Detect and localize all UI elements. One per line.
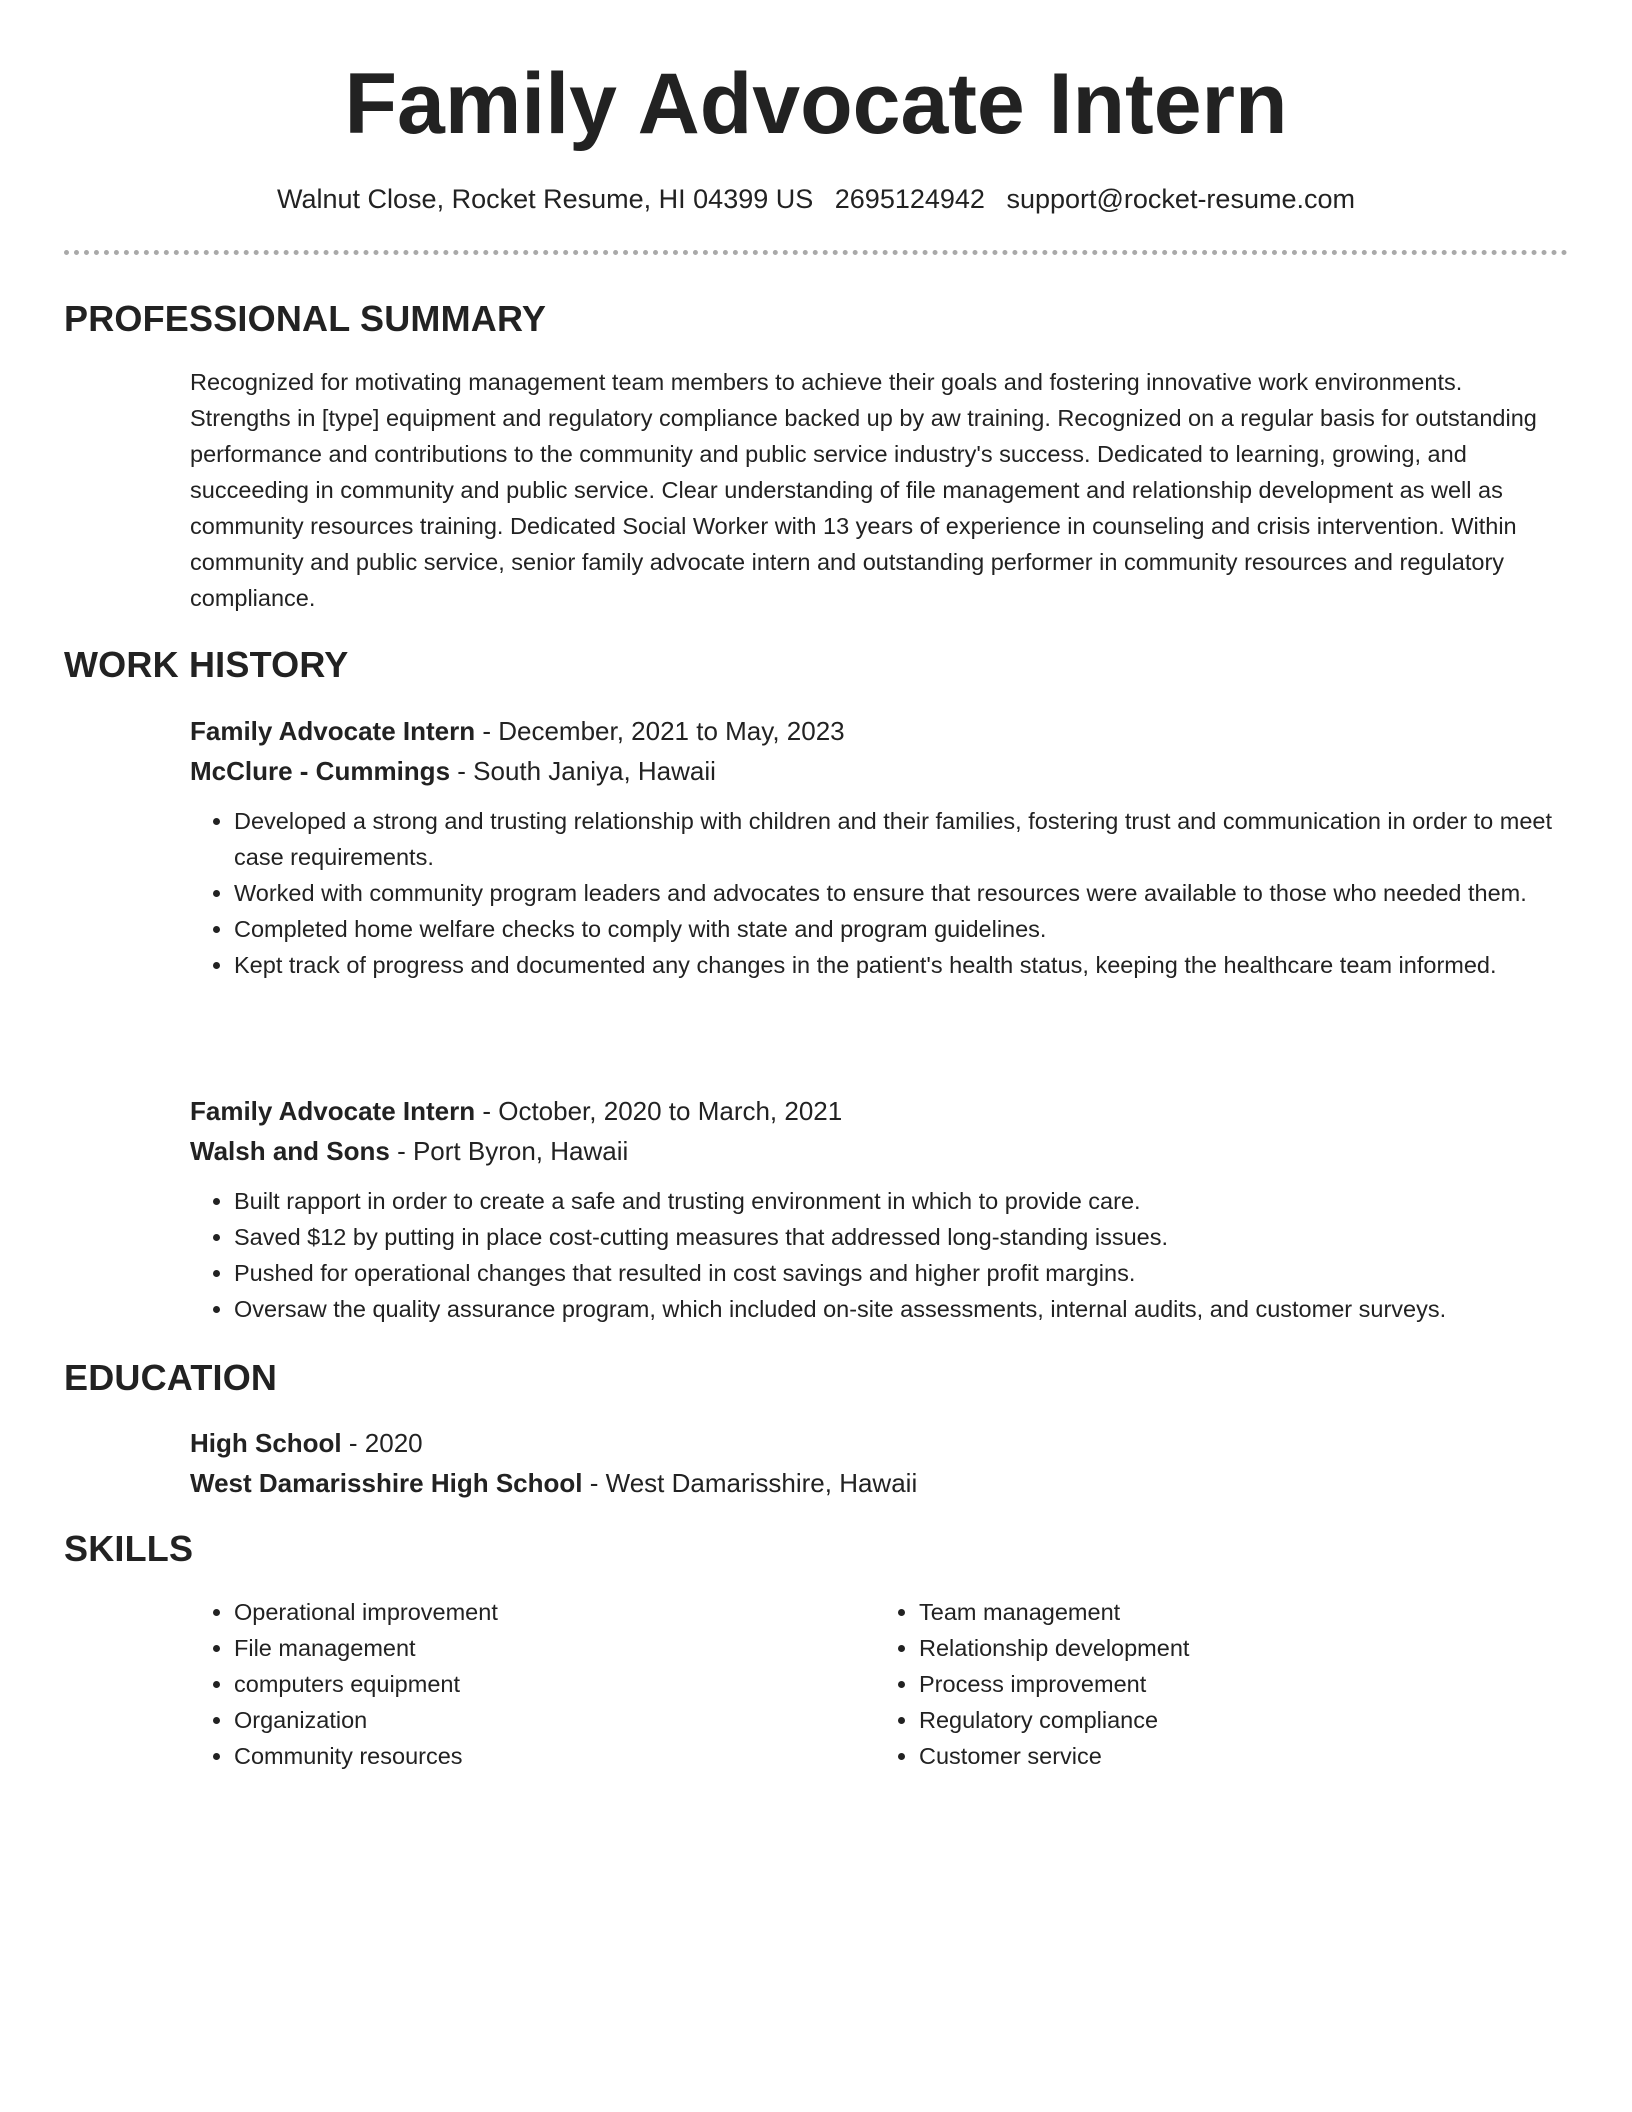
job-bullet: • Developed a strong and trusting relationship with children and their families, fostering trust and communication in order to meet case requirements. <box>234 803 1560 875</box>
summary-heading: PROFESSIONAL SUMMARY <box>64 298 547 339</box>
skills-heading: SKILLS <box>64 1528 194 1569</box>
job-bullet: • Worked with community program leaders and advocates to ensure that resources were available to those who needed them. <box>234 875 1560 911</box>
education-degree-line <box>190 1423 1560 1463</box>
job-location: - South Janiya, Hawaii <box>450 756 716 786</box>
skill-item: • Community resources <box>234 1738 875 1774</box>
education-heading: EDUCATION <box>64 1357 278 1398</box>
job-bullets <box>190 803 1560 983</box>
job-company: Walsh and Sons <box>190 1136 390 1166</box>
skills-list <box>190 1594 1560 1774</box>
skill-item: • Process improvement <box>919 1666 1560 1702</box>
skill-item: • computers equipment <box>234 1666 875 1702</box>
contact-email: support@rocket-resume.com <box>1006 184 1355 214</box>
skill-item: • File management <box>234 1630 875 1666</box>
job-entry <box>190 711 1560 983</box>
job-role: Family Advocate Intern <box>190 1096 476 1126</box>
skills-column-right <box>875 1594 1560 1774</box>
job-bullet: • Kept track of progress and documented any changes in the patient's health status, keeping the healthcare team informed. <box>234 947 1560 983</box>
work-history-heading: WORK HISTORY <box>64 644 349 685</box>
job-bullet: • Oversaw the quality assurance program, which included on-site assessments, internal audits, and customer surveys. <box>234 1291 1560 1327</box>
skill-item: • Regulatory compliance <box>919 1702 1560 1738</box>
job-company: McClure - Cummings <box>190 756 451 786</box>
job-bullet: • Completed home welfare checks to comply with state and program guidelines. <box>234 911 1560 947</box>
job-location: - Port Byron, Hawaii <box>389 1136 629 1166</box>
job-title-line <box>190 711 1560 751</box>
job-dates: - October, 2020 to March, 2021 <box>475 1096 843 1126</box>
education-degree: High School <box>190 1428 342 1458</box>
skill-item: • Customer service <box>919 1738 1560 1774</box>
job-bullet: • Saved $12 by putting in place cost-cutting measures that addressed long-standing issues. <box>234 1219 1560 1255</box>
skill-item: • Relationship development <box>919 1630 1560 1666</box>
job-role: Family Advocate Intern <box>190 716 476 746</box>
skill-item: • Operational improvement <box>234 1594 875 1630</box>
education-year: - 2020 <box>341 1428 423 1458</box>
skill-item: • Team management <box>919 1594 1560 1630</box>
summary-text: Recognized for motivating management team members to achieve their goals and fostering innovative work environments. Strengths in [type] equipment and regulatory compliance backed up by aw training. Recognized on a regular basis for outstanding performance and contributions to the community and public service industry's success. Dedicated to learning, growing, and succeeding in community and public service. Clear understanding of file management and relationship development as well as community resources training. Dedicated Social Worker with 13 years of experience in counseling and crisis intervention. Within community and public service, senior family advocate intern and outstanding performer in community resources and regulatory compliance. <box>190 369 1537 611</box>
job-bullet: • Pushed for operational changes that resulted in cost savings and higher profit margins. <box>234 1255 1560 1291</box>
job-entry <box>190 1091 1560 1327</box>
job-bullet: • Built rapport in order to create a safe and trusting environment in which to provide care. <box>234 1183 1560 1219</box>
education-school-line <box>190 1463 1560 1503</box>
resume-name: Family Advocate Intern <box>344 56 1288 152</box>
job-dates: - December, 2021 to May, 2023 <box>475 716 845 746</box>
contact-address: Walnut Close, Rocket Resume, HI 04399 US <box>277 184 814 214</box>
contact-phone: 2695124942 <box>834 184 985 214</box>
header-divider <box>64 250 1568 255</box>
education-school: West Damarisshire High School <box>190 1468 583 1498</box>
contact-line <box>64 180 1568 218</box>
skill-item: • Organization <box>234 1702 875 1738</box>
job-bullets <box>190 1183 1560 1327</box>
education-entry <box>190 1423 1560 1503</box>
education-location: - West Damarisshire, Hawaii <box>582 1468 918 1498</box>
job-company-line <box>190 751 1560 791</box>
job-company-line <box>190 1131 1560 1171</box>
skills-column-left <box>190 1594 875 1774</box>
job-title-line <box>190 1091 1560 1131</box>
summary-block <box>190 364 1560 616</box>
